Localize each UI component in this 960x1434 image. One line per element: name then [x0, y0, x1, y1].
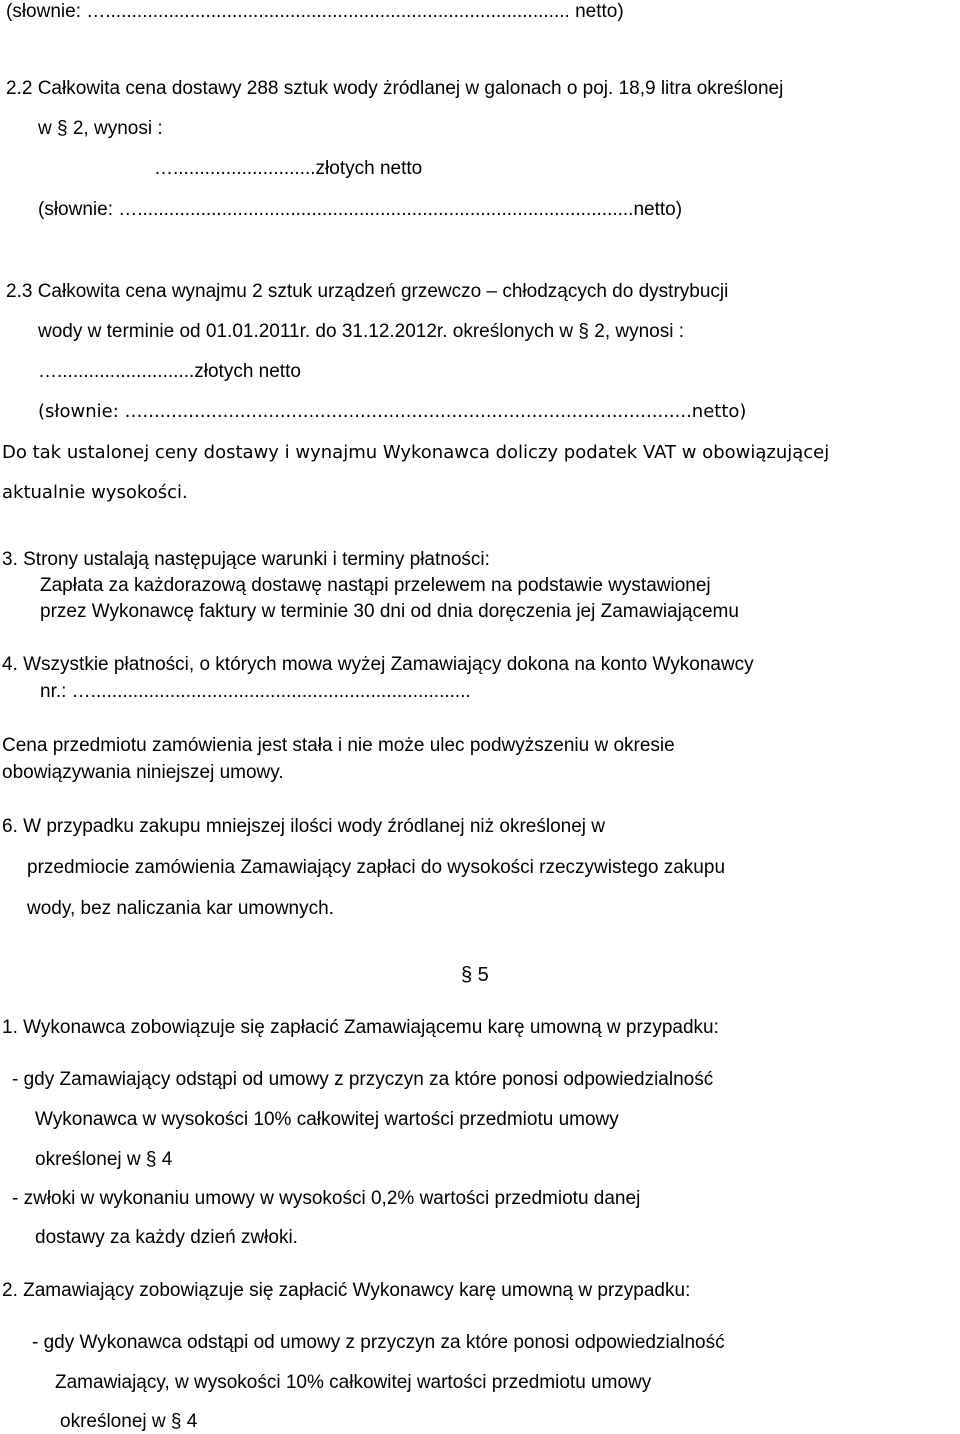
section-heading: § 5 — [461, 964, 489, 986]
text-line: Cena przedmiotu zamówienia jest stała i nie może ulec podwyższeniu w okresie — [2, 735, 675, 756]
text-line: Zapłata za każdorazową dostawę nastąpi przelewem na podstawie wystawionej — [40, 575, 711, 596]
text-line: 3. Strony ustalają następujące warunki i terminy płatności: — [2, 549, 490, 570]
text-line: (słownie: …................................................................................................netto) — [38, 401, 747, 422]
text-line: określonej w § 4 — [60, 1411, 198, 1432]
text-line: 2. Zamawiający zobowiązuje się zapłacić Wykonawcy karę umowną w przypadku: — [2, 1280, 691, 1301]
text-line: 6. W przypadku zakupu mniejszej ilości wody źródlanej niż określonej w — [2, 816, 605, 837]
text-line: aktualnie wysokości. — [2, 482, 188, 503]
text-line: nr.: …........................................................................ — [40, 681, 471, 702]
text-line: określonej w § 4 — [35, 1149, 173, 1170]
text-line: 2.3 Całkowita cena wynajmu 2 sztuk urządzeń grzewczo – chłodzących do dystrybucji — [6, 281, 729, 302]
text-line: - zwłoki w wykonaniu umowy w wysokości 0,2% wartości przedmiotu danej — [12, 1188, 641, 1209]
text-line: przez Wykonawcę faktury w terminie 30 dni od dnia doręczenia jej Zamawiającemu — [40, 601, 739, 622]
text-line: wody, bez naliczania kar umownych. — [27, 898, 334, 919]
text-line: w § 2, wynosi : — [38, 118, 163, 139]
text-line: …..........................złotych netto — [38, 361, 301, 382]
text-line: 1. Wykonawca zobowiązuje się zapłacić Zamawiającemu karę umowną w przypadku: — [2, 1017, 719, 1038]
text-line: …...........................złotych netto — [154, 158, 423, 179]
text-line: Wykonawca w wysokości 10% całkowitej wartości przedmiotu umowy — [35, 1109, 619, 1130]
text-line: (słownie: …..............................................................................................netto) — [38, 199, 683, 220]
text-line: przedmiocie zamówienia Zamawiający zapłaci do wysokości rzeczywistego zakupu — [27, 857, 726, 878]
text-line: obowiązywania niniejszej umowy. — [2, 762, 284, 783]
text-line: wody w terminie od 01.01.2011r. do 31.12.2012r. określonych w § 2, wynosi : — [38, 321, 685, 342]
text-line: 2.2 Całkowita cena dostawy 288 sztuk wody żródlanej w galonach o poj. 18,9 litra określonej — [6, 78, 784, 99]
text-line: - gdy Zamawiający odstąpi od umowy z przyczyn za które ponosi odpowiedzialność — [12, 1069, 714, 1090]
text-line: dostawy za każdy dzień zwłoki. — [35, 1227, 298, 1248]
text-line: - gdy Wykonawca odstąpi od umowy z przyczyn za które ponosi odpowiedzialność — [32, 1332, 725, 1353]
text-line: (słownie: …........................................................................................ netto) — [6, 1, 624, 22]
text-line: Zamawiający, w wysokości 10% całkowitej wartości przedmiotu umowy — [55, 1372, 652, 1393]
text-line: 4. Wszystkie płatności, o których mowa wyżej Zamawiający dokona na konto Wykonawcy — [2, 654, 754, 675]
text-line: Do tak ustalonej ceny dostawy i wynajmu Wykonawca doliczy podatek VAT w obowiązującej — [2, 442, 830, 463]
